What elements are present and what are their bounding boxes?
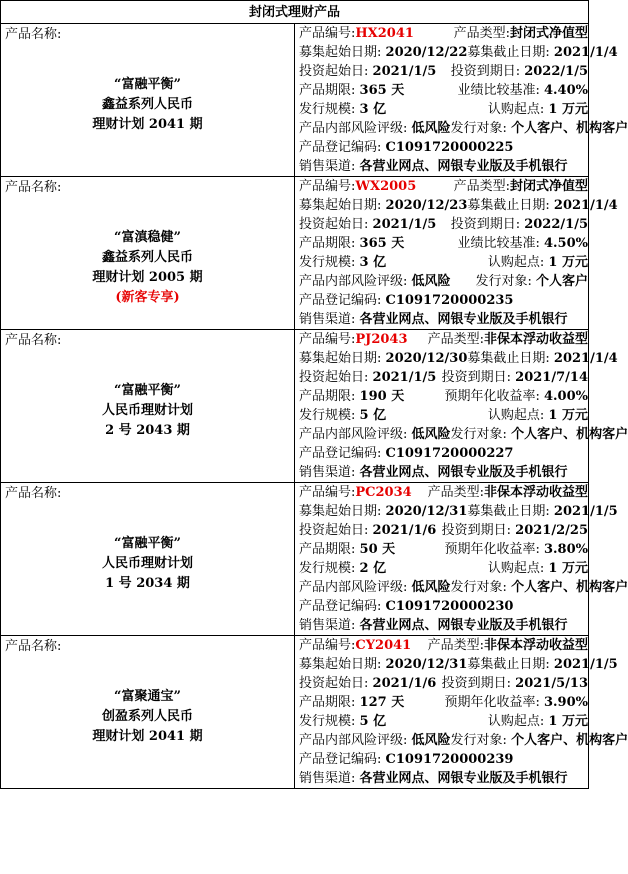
product-name-line-2: 创盈系列人民币: [101, 709, 193, 724]
product-name: [1, 687, 294, 747]
info-row-risk-target: [295, 272, 588, 291]
reg-code-label: 产品登记编码:: [299, 752, 382, 767]
info-row-code-type: [295, 330, 588, 349]
info-row-raise-dates: [295, 349, 618, 368]
product-name-line-1: “富融平衡”: [114, 536, 181, 551]
scale-label: 发行规模:: [299, 255, 356, 270]
invest-start-date: 2021/1/5: [372, 64, 437, 79]
invest-end-label: 投资到期日:: [450, 217, 521, 232]
reg-code-label: 产品登记编码:: [299, 599, 382, 614]
product-type: 非保本浮动收益型: [483, 638, 588, 653]
target-label: 发行对象:: [450, 733, 507, 748]
scale-label: 发行规模:: [299, 714, 356, 729]
invest-start-date: 2021/1/6: [372, 523, 437, 538]
invest-end-label: 投资到期日:: [441, 523, 512, 538]
info-row-reg-code: [295, 750, 588, 769]
target-clients: 个人客户、机构客户: [511, 427, 628, 442]
info-row-invest-dates: [295, 62, 588, 81]
benchmark-label: 业绩比较基准:: [457, 236, 540, 251]
min-buy-label: 认购起点:: [487, 102, 545, 117]
scale-label: 发行规模:: [299, 408, 356, 423]
raise-start-date: 2020/12/31: [385, 657, 468, 672]
invest-end-date: 2021/5/13: [515, 676, 588, 691]
sales-channel: 各营业网点、网银专业版及手机银行: [359, 465, 568, 480]
risk-level: 低风险: [411, 580, 451, 595]
target-label: 发行对象:: [450, 427, 507, 442]
risk-label: 产品内部风险评级:: [299, 274, 408, 289]
product-name-line-3: 1 号 2034 期: [105, 576, 190, 591]
invest-end-date: 2022/1/5: [524, 217, 588, 232]
product-name-line-2: 人民币理财计划: [101, 556, 193, 571]
invest-start-label: 投资起始日:: [299, 676, 369, 691]
invest-start-date: 2021/1/5: [372, 370, 437, 385]
product-name: [1, 75, 294, 135]
table-title: 封闭式理财产品: [1, 1, 589, 24]
code-label: 产品编号:: [299, 332, 356, 347]
raise-start-date: 2020/12/30: [385, 351, 468, 366]
target-clients: 个人客户: [535, 274, 588, 289]
benchmark-value: 3.90%: [543, 695, 588, 710]
channel-label: 销售渠道:: [299, 312, 356, 327]
issue-scale: 3 亿: [359, 102, 387, 117]
product-code: WX2005: [355, 179, 417, 194]
raise-end-date: 2021/1/4: [553, 198, 618, 213]
min-buy-label: 认购起点:: [487, 561, 545, 576]
product-code: PJ2043: [355, 332, 408, 347]
code-label: 产品编号:: [299, 638, 356, 653]
product-row: [1, 177, 589, 330]
product-info-cell: [295, 330, 628, 483]
issue-scale: 5 亿: [359, 714, 387, 729]
channel-label: 销售渠道:: [299, 771, 356, 786]
min-buy-label: 认购起点:: [487, 255, 545, 270]
product-info-cell: [295, 177, 618, 330]
info-row-term-benchmark: [295, 693, 588, 712]
info-row-invest-dates: [295, 521, 588, 540]
target-label: 发行对象:: [450, 580, 507, 595]
product-info-cell: [295, 483, 628, 636]
product-name-cell: [1, 636, 295, 789]
info-row-scale-minbuy: [295, 253, 588, 272]
raise-start-date: 2020/12/22: [385, 45, 468, 60]
info-row-scale-minbuy: [295, 406, 588, 425]
min-buy-value: 1 万元: [548, 561, 588, 576]
benchmark-label: 预期年化收益率:: [444, 542, 540, 557]
product-name-line-2: 鑫益系列人民币: [101, 250, 193, 265]
issue-scale: 2 亿: [359, 561, 387, 576]
product-name-line-2: 鑫益系列人民币: [101, 97, 193, 112]
product-name: [1, 228, 294, 308]
product-term: 50 天: [359, 542, 396, 557]
info-row-invest-dates: [295, 368, 588, 387]
invest-start-label: 投资起始日:: [299, 64, 369, 79]
risk-label: 产品内部风险评级:: [299, 733, 408, 748]
info-row-reg-code: [295, 444, 588, 463]
info-row-invest-dates: [295, 674, 588, 693]
target-label: 发行对象:: [450, 121, 507, 136]
product-name-label: 产品名称:: [5, 486, 62, 501]
product-term: 190 天: [359, 389, 405, 404]
info-row-code-type: [295, 177, 588, 196]
product-name-label: 产品名称:: [5, 639, 62, 654]
product-name: [1, 381, 294, 441]
channel-label: 销售渠道:: [299, 465, 356, 480]
benchmark-label: 预期年化收益率:: [444, 389, 540, 404]
product-info-cell: [295, 636, 628, 789]
info-row-risk-target: [295, 731, 628, 750]
sales-channel: 各营业网点、网银专业版及手机银行: [359, 618, 568, 633]
product-type: 封闭式净值型: [509, 179, 588, 194]
info-row-term-benchmark: [295, 387, 588, 406]
registration-code: C1091720000227: [385, 446, 514, 461]
risk-level: 低风险: [411, 733, 451, 748]
info-row-scale-minbuy: [295, 712, 588, 731]
info-row-channel: [295, 769, 588, 788]
info-row-risk-target: [295, 119, 628, 138]
registration-code: C1091720000230: [385, 599, 514, 614]
min-buy-value: 1 万元: [548, 102, 588, 117]
product-name-label: 产品名称:: [5, 180, 62, 195]
invest-end-date: 2021/7/14: [515, 370, 588, 385]
raise-end-label: 募集截止日期:: [467, 351, 550, 366]
raise-end-label: 募集截止日期:: [467, 657, 550, 672]
min-buy-label: 认购起点:: [487, 408, 545, 423]
raise-end-date: 2021/1/4: [553, 45, 618, 60]
term-label: 产品期限:: [299, 236, 356, 251]
benchmark-value: 4.00%: [543, 389, 588, 404]
risk-level: 低风险: [411, 427, 451, 442]
invest-start-date: 2021/1/6: [372, 676, 437, 691]
info-row-reg-code: [295, 597, 588, 616]
term-label: 产品期限:: [299, 83, 356, 98]
invest-start-label: 投资起始日:: [299, 370, 369, 385]
sales-channel: 各营业网点、网银专业版及手机银行: [359, 312, 568, 327]
target-label: 发行对象:: [475, 274, 532, 289]
product-name-label: 产品名称:: [5, 333, 62, 348]
risk-label: 产品内部风险评级:: [299, 427, 408, 442]
info-row-channel: [295, 157, 588, 176]
info-row-risk-target: [295, 425, 628, 444]
min-buy-value: 1 万元: [548, 714, 588, 729]
raise-start-label: 募集起始日期:: [299, 45, 382, 60]
info-row-channel: [295, 463, 588, 482]
invest-end-label: 投资到期日:: [441, 676, 512, 691]
product-name-cell: [1, 24, 295, 177]
info-row-code-type: [295, 483, 588, 502]
product-name-line-3: 理财计划 2041 期: [92, 117, 203, 132]
info-row-reg-code: [295, 291, 588, 310]
product-name-line-1: “富融平衡”: [114, 77, 181, 92]
reg-code-label: 产品登记编码:: [299, 140, 382, 155]
type-label: 产品类型:: [427, 638, 484, 653]
registration-code: C1091720000239: [385, 752, 514, 767]
product-row: [1, 483, 589, 636]
info-row-code-type: [295, 636, 588, 655]
raise-end-date: 2021/1/4: [553, 351, 618, 366]
code-label: 产品编号:: [299, 26, 356, 41]
benchmark-value: 3.80%: [543, 542, 588, 557]
raise-start-date: 2020/12/23: [385, 198, 468, 213]
product-row: [1, 330, 589, 483]
info-row-term-benchmark: [295, 540, 588, 559]
raise-start-label: 募集起始日期:: [299, 351, 382, 366]
term-label: 产品期限:: [299, 695, 356, 710]
invest-start-date: 2021/1/5: [372, 217, 437, 232]
product-name-line-2: 人民币理财计划: [101, 403, 193, 418]
type-label: 产品类型:: [427, 332, 484, 347]
product-type: 非保本浮动收益型: [483, 332, 588, 347]
product-name-line-1: “富融平衡”: [114, 383, 181, 398]
raise-start-label: 募集起始日期:: [299, 657, 382, 672]
invest-end-label: 投资到期日:: [441, 370, 512, 385]
raise-end-label: 募集截止日期:: [467, 198, 550, 213]
raise-start-label: 募集起始日期:: [299, 198, 382, 213]
info-row-code-type: [295, 24, 588, 43]
product-type: 封闭式净值型: [509, 26, 588, 41]
info-row-channel: [295, 616, 588, 635]
sales-channel: 各营业网点、网银专业版及手机银行: [359, 159, 568, 174]
issue-scale: 3 亿: [359, 255, 387, 270]
benchmark-label: 预期年化收益率:: [444, 695, 540, 710]
product-type: 非保本浮动收益型: [483, 485, 588, 500]
scale-label: 发行规模:: [299, 561, 356, 576]
reg-code-label: 产品登记编码:: [299, 446, 382, 461]
product-term: 365 天: [359, 83, 405, 98]
risk-label: 产品内部风险评级:: [299, 121, 408, 136]
raise-end-label: 募集截止日期:: [467, 504, 550, 519]
type-label: 产品类型:: [427, 485, 484, 500]
raise-end-date: 2021/1/5: [553, 504, 618, 519]
benchmark-label: 业绩比较基准:: [457, 83, 540, 98]
product-row: [1, 636, 589, 789]
raise-start-date: 2020/12/31: [385, 504, 468, 519]
type-label: 产品类型:: [453, 26, 510, 41]
product-code: CY2041: [355, 638, 412, 653]
invest-end-date: 2021/2/25: [515, 523, 588, 538]
info-row-invest-dates: [295, 215, 588, 234]
raise-end-date: 2021/1/5: [553, 657, 618, 672]
benchmark-value: 4.40%: [543, 83, 588, 98]
risk-level: 低风险: [411, 121, 451, 136]
info-row-scale-minbuy: [295, 100, 588, 119]
product-name-line-1: “富聚通宝”: [114, 689, 181, 704]
issue-scale: 5 亿: [359, 408, 387, 423]
target-clients: 个人客户、机构客户: [511, 121, 628, 136]
risk-label: 产品内部风险评级:: [299, 580, 408, 595]
product-name-line-3: 2 号 2043 期: [105, 423, 190, 438]
term-label: 产品期限:: [299, 542, 356, 557]
raise-end-label: 募集截止日期:: [467, 45, 550, 60]
product-rows: [1, 24, 628, 789]
product-term: 127 天: [359, 695, 405, 710]
invest-end-date: 2022/1/5: [524, 64, 588, 79]
info-row-term-benchmark: [295, 234, 588, 253]
registration-code: C1091720000235: [385, 293, 514, 308]
product-info-cell: [295, 24, 628, 177]
product-name-extra: (新客专享): [115, 290, 180, 305]
info-row-reg-code: [295, 138, 588, 157]
info-row-raise-dates: [295, 196, 618, 215]
info-row-raise-dates: [295, 502, 618, 521]
info-row-scale-minbuy: [295, 559, 588, 578]
min-buy-value: 1 万元: [548, 408, 588, 423]
code-label: 产品编号:: [299, 485, 356, 500]
info-row-raise-dates: [295, 43, 618, 62]
product-row: [1, 24, 589, 177]
info-row-risk-target: [295, 578, 628, 597]
scale-label: 发行规模:: [299, 102, 356, 117]
min-buy-label: 认购起点:: [487, 714, 545, 729]
reg-code-label: 产品登记编码:: [299, 293, 382, 308]
info-row-channel: [295, 310, 588, 329]
product-name-line-3: 理财计划 2041 期: [92, 729, 203, 744]
risk-level: 低风险: [411, 274, 451, 289]
channel-label: 销售渠道:: [299, 159, 356, 174]
info-row-raise-dates: [295, 655, 618, 674]
min-buy-value: 1 万元: [548, 255, 588, 270]
target-clients: 个人客户、机构客户: [511, 733, 628, 748]
invest-start-label: 投资起始日:: [299, 217, 369, 232]
benchmark-value: 4.50%: [543, 236, 588, 251]
code-label: 产品编号:: [299, 179, 356, 194]
type-label: 产品类型:: [453, 179, 510, 194]
invest-start-label: 投资起始日:: [299, 523, 369, 538]
raise-start-label: 募集起始日期:: [299, 504, 382, 519]
product-name-line-3: 理财计划 2005 期: [92, 270, 203, 285]
product-name: [1, 534, 294, 594]
product-name-label: 产品名称:: [5, 27, 62, 42]
product-name-cell: [1, 330, 295, 483]
info-row-term-benchmark: [295, 81, 588, 100]
term-label: 产品期限:: [299, 389, 356, 404]
channel-label: 销售渠道:: [299, 618, 356, 633]
product-name-cell: [1, 483, 295, 636]
product-name-line-1: “富滇稳健”: [114, 230, 181, 245]
target-clients: 个人客户、机构客户: [511, 580, 628, 595]
registration-code: C1091720000225: [385, 140, 514, 155]
product-term: 365 天: [359, 236, 405, 251]
product-code: PC2034: [355, 485, 412, 500]
product-code: HX2041: [355, 26, 414, 41]
invest-end-label: 投资到期日:: [450, 64, 521, 79]
sales-channel: 各营业网点、网银专业版及手机银行: [359, 771, 568, 786]
product-name-cell: [1, 177, 295, 330]
